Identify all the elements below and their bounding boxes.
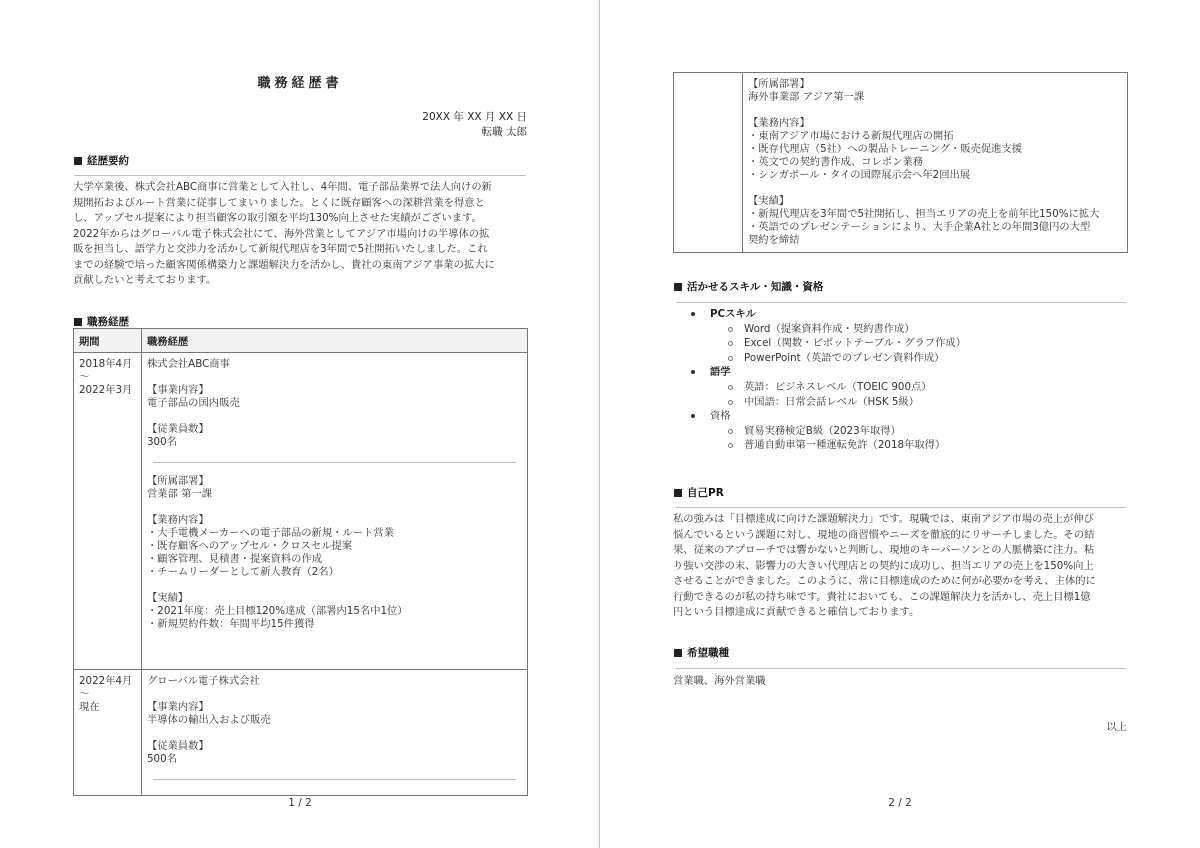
duty-item: ・東南アジア市場における新規代理店の開拓 (748, 130, 954, 142)
career-cell (142, 353, 528, 670)
desired-value: 営業職、海外営業職 (673, 675, 766, 687)
cell-divider (153, 462, 516, 463)
section-rule (676, 668, 1126, 669)
column-header-career: 職務経歴 (142, 329, 528, 353)
skill-item (710, 438, 1133, 453)
period-end: 2022年3月 (79, 384, 133, 396)
square-bullet-icon (674, 489, 682, 497)
desired-heading-text: 希望職種 (687, 647, 729, 659)
achievement-item: ・英語でのプレゼンテーションにより、大手企業A社との年間3億円の大型 (748, 221, 1091, 233)
achievements-label: 【実績】 (748, 195, 790, 207)
square-bullet-icon (74, 318, 82, 326)
career-table (73, 328, 528, 796)
employees-value: 500名 (147, 753, 177, 765)
closing-text: 以上 (1106, 721, 1127, 733)
career-heading (74, 314, 129, 329)
achievement-item: ・2021年度：売上目標120%達成（部署内15名中1位） (147, 605, 408, 617)
skill-item (710, 380, 1133, 395)
skill-item-text: 英語：ビジネスレベル（TOEIC 900点） (744, 380, 932, 393)
desired-heading (674, 645, 729, 660)
section-rule (676, 507, 1126, 508)
period-tilde: ～ (79, 371, 90, 383)
document-date: 20XX 年 XX 月 XX 日 (422, 111, 527, 123)
skill-category-label: 資格 (710, 410, 731, 423)
self-pr-line: させることができました。このように、常に目標達成のために何が必要かを考え、主体的に (673, 575, 1096, 587)
skill-category (673, 409, 1133, 453)
period-cell (674, 73, 743, 253)
table-header-row (74, 329, 528, 353)
disc-bullet-icon (691, 414, 695, 418)
period-tilde: ～ (79, 688, 90, 700)
summary-line: し、アップセル提案により担当顧客の取引額を平均130%向上させた実績がございます。 (73, 212, 482, 224)
circle-bullet-icon (728, 443, 733, 448)
table-row (74, 670, 528, 796)
summary-line: 貢献したいと考えております。 (73, 274, 217, 286)
skill-category (673, 365, 1133, 409)
square-bullet-icon (74, 157, 82, 165)
circle-bullet-icon (728, 327, 733, 332)
achievement-item: 契約を締結 (748, 234, 800, 246)
self-pr-line: 私の強みは「目標達成に向けた課題解決力」です。現職では、東南アジア市場の売上が伸び (673, 513, 1094, 525)
skill-item-text: PowerPoint（英語でのプレゼン資料作成） (744, 351, 945, 364)
employees-value: 300名 (147, 436, 177, 448)
career-table-continued (673, 72, 1128, 253)
circle-bullet-icon (728, 385, 733, 390)
achievements-label: 【実績】 (147, 592, 189, 604)
skills-heading-text: 活かせるスキル・知識・資格 (687, 281, 824, 293)
circle-bullet-icon (728, 400, 733, 405)
business-label: 【事業内容】 (147, 384, 209, 396)
summary-text (73, 180, 533, 289)
employees-label: 【従業員数】 (147, 423, 209, 435)
duty-item: ・顧客管理、見積書・提案資料の作成 (147, 553, 323, 565)
period-start: 2022年4月 (79, 675, 133, 687)
department-value: 営業部 第一課 (147, 488, 213, 500)
cell-divider (153, 779, 516, 780)
business-value: 電子部品の国内販売 (147, 397, 240, 409)
business-label: 【事業内容】 (147, 701, 209, 713)
skill-item (710, 336, 1133, 351)
summary-heading (74, 153, 129, 168)
summary-line: 規開拓およびルート営業に従事してまいりました。とくに既存顧客への深耕営業を得意と (73, 196, 485, 209)
period-end: 現在 (79, 701, 100, 713)
period-cell (74, 353, 142, 670)
skill-item-text: 普通自動車第一種運転免許（2018年取得） (744, 439, 946, 452)
column-header-period: 期間 (74, 329, 142, 353)
skill-item-text: 中国語：日常会話レベル（HSK 5級） (744, 395, 920, 408)
skill-item-text: Excel（関数・ピボットテーブル・グラフ作成） (744, 337, 966, 350)
page-number: 2 / 2 (888, 797, 912, 809)
duty-item: ・英文での契約書作成、コレポン業務 (748, 156, 924, 168)
department-value: 海外事業部 アジア第一課 (748, 91, 865, 103)
summary-line: 販を担当し、語学力と交渉力を活かして新規代理店を3年間で5社開拓いたしました。これ (73, 243, 488, 255)
summary-line: 大学卒業後、株式会社ABC商事に営業として入社し、4年間、電子部品業界で法人向けの新 (73, 181, 492, 193)
summary-line: までの経験で培った顧客関係構築力と課題解決力を活かし、貴社の東南アジア事業の拡大に (73, 258, 495, 271)
self-pr-heading-text: 自己PR (687, 487, 724, 499)
skill-item (710, 351, 1133, 366)
department-label: 【所属部署】 (748, 78, 810, 90)
business-value: 半導体の輸出入および販売 (147, 714, 271, 726)
company-name: 株式会社ABC商事 (147, 358, 230, 370)
company-name: グローバル電子株式会社 (147, 675, 260, 687)
department-label: 【所属部署】 (147, 475, 209, 487)
skills-heading (674, 279, 823, 294)
self-pr-line: 行動できるのが私の持ち味です。貴社においても、この課題解決力を活かし、売上目標1億 (673, 590, 1091, 603)
duties-label: 【業務内容】 (147, 514, 209, 526)
duty-item: ・既存代理店（5社）への製品トレーニング・販売促進支援 (748, 143, 1023, 155)
page-number: 1 / 2 (288, 797, 312, 809)
skill-category-label: PCスキル (710, 308, 756, 320)
career-cell (743, 73, 1128, 253)
disc-bullet-icon (691, 312, 695, 316)
achievement-item: ・新規契約件数：年間平均15件獲得 (147, 618, 315, 630)
circle-bullet-icon (728, 341, 733, 346)
skill-item-text: 貿易実務検定B級（2023年取得） (744, 424, 901, 437)
achievement-item: ・新規代理店を3年間で5社開拓し、担当エリアの売上を前年比150%に拡大 (748, 208, 1100, 220)
skill-item (710, 322, 1133, 337)
self-pr-line: 円という目標達成に貢献できると確信しております。 (673, 606, 920, 618)
skills-list (673, 307, 1133, 453)
table-row (74, 353, 528, 670)
applicant-name: 転職 太郎 (481, 126, 527, 138)
skill-item-text: Word（提案資料作成・契約書作成） (744, 322, 915, 335)
skill-item (710, 395, 1133, 410)
self-pr-heading (674, 485, 724, 500)
duty-item: ・チームリーダーとして新人教育（2名） (147, 566, 339, 578)
skill-item (710, 424, 1133, 439)
square-bullet-icon (674, 649, 682, 657)
table-row (674, 73, 1128, 253)
circle-bullet-icon (728, 356, 733, 361)
page-2 (600, 0, 1200, 848)
duties-label: 【業務内容】 (748, 117, 810, 129)
self-pr-line: 果、従来のアプローチでは響かないと判断し、現地のキーパーソンとの人脈構築に注力。粘 (673, 544, 1095, 556)
period-cell (74, 670, 142, 796)
period-start: 2018年4月 (79, 358, 133, 370)
self-pr-text (673, 512, 1133, 621)
document-title: 職務経歴書 (257, 76, 343, 91)
career-heading-text: 職務経歴 (87, 316, 129, 328)
section-rule (676, 302, 1126, 303)
self-pr-line: り強い交渉の末、影響力の大きい代理店との契約に成功し、担当エリアの売上を150%向上 (673, 559, 1094, 572)
employees-label: 【従業員数】 (147, 740, 209, 752)
square-bullet-icon (674, 283, 682, 291)
summary-heading-text: 経歴要約 (87, 155, 129, 167)
circle-bullet-icon (728, 429, 733, 434)
section-rule (74, 175, 526, 176)
duty-item: ・シンガポール・タイの国際展示会へ年2回出展 (748, 169, 971, 181)
duty-item: ・大手電機メーカーへの電子部品の新規・ルート営業 (147, 527, 394, 539)
skill-category-label: 語学 (710, 366, 731, 379)
self-pr-line: 悩んでいるという課題に対し、現地の商習慣やニーズを徹底的にリサーチしました。その結 (673, 528, 1095, 541)
skill-category (673, 307, 1133, 365)
duty-item: ・既存顧客へのアップセル・クロスセル提案 (147, 540, 353, 552)
disc-bullet-icon (691, 370, 695, 374)
career-cell (142, 670, 528, 796)
summary-line: 2022年からはグローバル電子株式会社にて、海外営業としてアジア市場向けの半導体の拡 (73, 227, 490, 240)
